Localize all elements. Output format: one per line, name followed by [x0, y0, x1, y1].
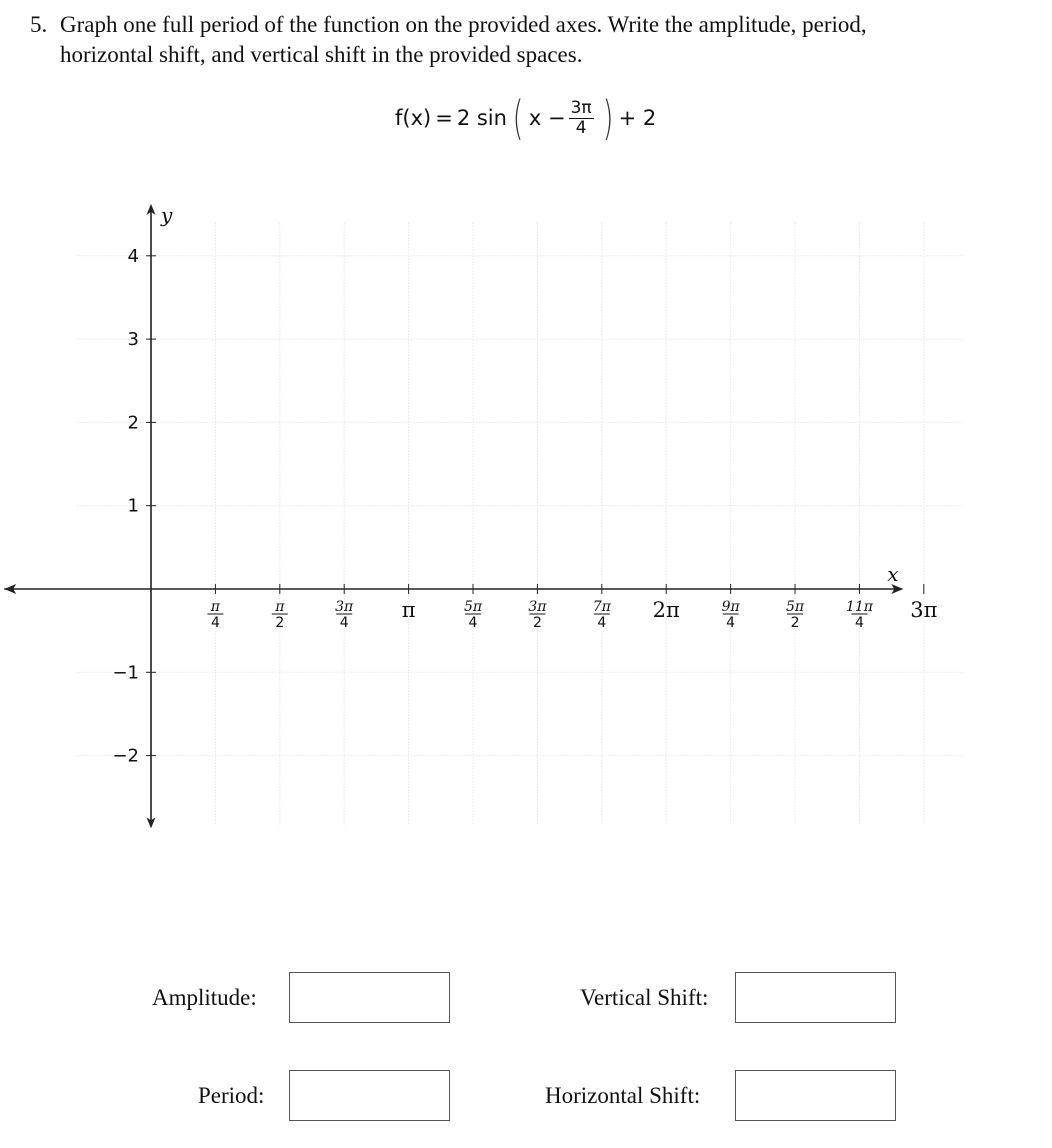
y-tick-label-6: −2: [112, 745, 139, 767]
formula-coef: 2 sin: [456, 106, 507, 130]
formula-open-paren: (: [512, 91, 524, 145]
x-tick-num-9: 9π: [721, 599, 740, 615]
x-tick-den-9: 4: [726, 615, 736, 631]
y-tick-label-4: 1: [127, 495, 139, 517]
x-tick-num-5: 5π: [463, 599, 483, 615]
formula-eq: =: [435, 106, 453, 130]
formula-frac-num: 3π: [570, 97, 592, 118]
x-tick-den-7: 4: [597, 615, 607, 631]
formula-inner: x −: [528, 106, 566, 130]
horizontal-shift-input-box[interactable]: [735, 1070, 896, 1121]
x-tick-den-11: 4: [854, 615, 864, 631]
prompt-line-2: horizontal shift, and vertical shift in the provided spaces.: [60, 42, 583, 67]
x-axis-label: x: [887, 562, 899, 586]
amplitude-input-box[interactable]: [289, 972, 450, 1023]
x-tick-den-2: 2: [275, 615, 285, 631]
x-tick-label-4: π: [401, 598, 416, 622]
x-tick-den-10: 2: [790, 615, 800, 631]
x-tick-num-1: π: [210, 599, 221, 615]
x-tick-num-7: 7π: [592, 599, 611, 615]
x-tick-num-11: 11π: [845, 599, 873, 615]
formula-lhs: f(x): [395, 106, 432, 130]
period-input-box[interactable]: [289, 1070, 450, 1121]
y-tick-label-1: 4: [127, 245, 139, 267]
x-tick-label-12: 3π: [910, 598, 938, 622]
formula-close-paren: ): [602, 91, 614, 145]
vertical-shift-label: Vertical Shift:: [580, 985, 709, 1010]
x-tick-num-10: 5π: [785, 599, 805, 615]
x-tick-den-3: 4: [339, 615, 349, 631]
x-tick-den-1: 4: [210, 615, 220, 631]
y-axis-label: y: [161, 202, 173, 227]
period-label: Period:: [198, 1083, 265, 1108]
vertical-shift-input-box[interactable]: [735, 972, 896, 1023]
x-tick-num-3: 3π: [335, 599, 354, 615]
problem-number: 5.: [30, 12, 48, 37]
x-tick-label-8: 2π: [652, 598, 680, 622]
formula-tail: + 2: [618, 106, 657, 130]
y-tick-label-2: 3: [127, 329, 139, 351]
x-tick-den-5: 4: [468, 615, 478, 631]
horizontal-shift-label: Horizontal Shift:: [545, 1083, 701, 1108]
x-tick-den-6: 2: [532, 615, 542, 631]
x-tick-num-2: π: [275, 599, 285, 615]
prompt-text-1: Graph one full period of the function on the provided axes. Write the amplitude, period,: [60, 12, 867, 37]
y-tick-label-5: −1: [112, 662, 139, 684]
x-tick-num-6: 3π: [528, 599, 547, 615]
amplitude-label: Amplitude:: [152, 985, 257, 1010]
y-tick-label-3: 2: [127, 412, 139, 434]
formula-frac-den: 4: [575, 117, 587, 138]
